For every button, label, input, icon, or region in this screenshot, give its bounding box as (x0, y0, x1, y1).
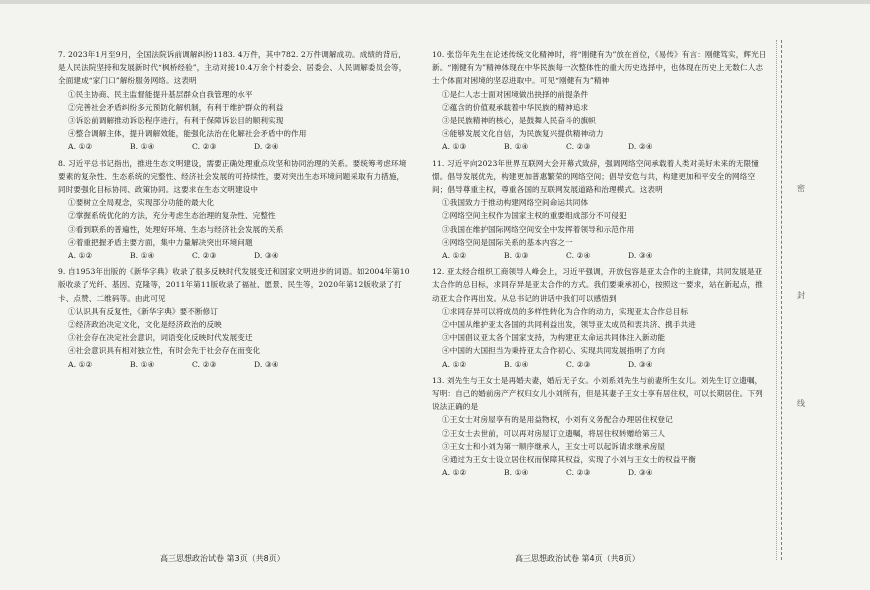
option: ③诉讼前调解推动诉讼程序进行，有利于保障诉讼目的顺利实现 (68, 116, 284, 126)
choice-c: C. ②③ (192, 359, 217, 369)
choice-a: A. ①② (442, 359, 467, 369)
choice-b: B. ①③ (504, 251, 529, 261)
option: ①是仁人志士面对困境做出抉择的前提条件 (442, 89, 589, 99)
choice-b: B. ①④ (130, 359, 155, 369)
binding-label-feng: 封 (797, 291, 805, 300)
question-stem: 10. 张岱年先生在论述传统文化精神时，将“刚健有为”放在首位，《易传》有言：刚健笃实，辉光日新。“刚健有为”精神体现在中华民族每一次整体性的重大历史选择中，也体现在历史上无数仁人志士个体面对困境的坚忍进取中。可见“刚健有为”精神 (432, 50, 767, 86)
option: ④网络空间是国际关系的基本内容之一 (442, 237, 573, 247)
choice-d: D. ③④ (628, 251, 653, 261)
choice-c: C. ②③ (192, 251, 217, 261)
option: ②蕴含的价值观承载着中华民族的精神追求 (442, 102, 589, 112)
top-edge (0, 0, 870, 4)
choice-c: C. ②④ (566, 251, 591, 261)
question-stem: 7. 2023年1月至9月，全国法院诉前调解纠纷1183. 4万件，其中782. 2万件调解成功。成绩的背后，是人民法院坚持和发展新时代“枫桥经验”，主动对接10.4万余个村委会、居委会、人民调解委员会等，全面建成“家门口”解纷服务网络。这表明 (58, 50, 407, 86)
option: ④着重把握矛盾主要方面，集中力量解决突出环境问题 (68, 237, 253, 247)
option: ②完善社会矛盾纠纷多元预防化解机制，有利于维护群众的利益 (68, 102, 284, 112)
choice-a: A. ①② (68, 251, 93, 261)
choice-a: A. ①③ (442, 142, 467, 152)
option: ④中国的大国担当为秉持亚太合作初心、实现共同发展指明了方向 (442, 346, 666, 356)
question-stem: 11. 习近平向2023年世界互联网大会开幕式致辞，强调网络空间承载着人类对美好未来的无限憧憬。倡导发展优先，构建更加普惠繁荣的网络空间；倡导安危与共，构建更加和平安全的网络空间；倡导尊重主权，尊重各国的互联网发展道路和治理模式。这表明 (432, 158, 759, 195)
option: ④能够发展文化自信，为民族复兴提供精神动力 (442, 129, 604, 139)
question-stem: 8. 习近平总书记指出，推进生态文明建设，需要正确处理重点攻坚和协同治理的关系。要统筹考虑环境要素的复杂性、生态系统的完整性、经济社会发展的可持续性，要对突出生态环境问题采取有力措施，同时要强化目标协同、政策协同。这要求在生态文明建设中 (58, 158, 407, 195)
option: ③王女士和小刘为第一顺序继承人，王女士可以起诉请求继承房屋 (442, 441, 666, 451)
option: ③是民族精神的核心，是鼓舞人民奋斗的旗帜 (442, 116, 596, 126)
choice-d: D. ②④ (628, 142, 653, 152)
option: ①王女士对房屋享有的是用益物权，小刘有义务配合办理居住权登记 (442, 415, 673, 425)
choice-b: B. ①④ (504, 468, 529, 478)
choice-a: A. ①② (68, 142, 93, 152)
choice-b: B. ①④ (130, 251, 155, 261)
binding-label-xian: 线 (797, 399, 805, 408)
choice-d: D. ③④ (628, 468, 653, 478)
option: ①我国致力于推动构建网络空间命运共同体 (442, 198, 589, 208)
option: ②王女士去世前，可以再对房屋订立遗嘱，将居住权转赠给第三人 (442, 428, 666, 438)
question-stem: 9. 自1953年出版的《新华字典》收录了很多反映时代发展变迁和国家文明进步的词语。如2004年第10版收录了光纤、基因、克隆等，2011年第11版收录了福祉、愿景、民生等，2020年第12版收录了打卡、点赞、二维码等。由此可见 (58, 267, 410, 303)
binding-label-mi: 密 (797, 184, 805, 193)
answer-choices (58, 140, 410, 153)
choice-a: A. ①② (68, 359, 93, 369)
choice-c: C. ②③ (566, 359, 591, 369)
option: ③看到联系的普遍性，处理好环境、生态与经济社会发展的关系 (68, 224, 284, 234)
page-footer-4: 高三思想政治试卷 第4页（共8页） (515, 554, 640, 563)
option: ④社会意识具有相对独立性，有时会先于社会存在而变化 (68, 346, 261, 356)
option: ②中国从维护亚太各国的共同利益出发，领导亚太成员和衷共济、携手共进 (442, 320, 696, 330)
choice-c: C. ②③ (566, 142, 591, 152)
page-4-column (432, 48, 770, 483)
page-3-column (58, 48, 410, 374)
answer-choices (58, 358, 410, 371)
choice-c: C. ②③ (192, 142, 217, 152)
question-10 (432, 48, 770, 154)
option: ③我国在维护国际网络空间安全中发挥着领导和示范作用 (442, 224, 635, 234)
binding-guide (776, 40, 778, 560)
answer-choices (432, 249, 770, 262)
question-13 (432, 374, 770, 480)
binding-line (781, 40, 783, 560)
choice-d: D. ③④ (254, 359, 279, 369)
option: ②掌握系统优化的方法，充分考虑生态治理的复杂性、完整性 (68, 211, 276, 221)
page-footer-3: 高三思想政治试卷 第3页（共8页） (160, 554, 285, 563)
question-stem: 12. 亚太经合组织工商领导人峰会上，习近平强调，开放包容是亚太合作的主旋律，共同发展是亚太合作的总目标，求同存异是亚太合作的方式。我们要秉承初心，按照这一要求，站在新起点，推动亚太合作再出发。从总书记的讲话中我们可以感悟到 (432, 267, 763, 303)
question-7 (58, 48, 410, 154)
choice-a: A. ①② (442, 251, 467, 261)
choice-d: D. ③④ (628, 359, 653, 369)
answer-choices (58, 249, 410, 262)
answer-choices (432, 466, 770, 479)
question-8 (58, 157, 410, 263)
question-stem: 13. 刘先生与王女士是再婚夫妻，婚后无子女。小刘系刘先生与前妻所生女儿。刘先生订立遗嘱，写明：自己的婚前房产产权归女儿小刘所有，但是其妻子王女士享有居住权，可以长期居住。下列说法正确的是 (432, 375, 763, 412)
choice-d: D. ③④ (254, 251, 279, 261)
question-12 (432, 265, 770, 371)
option: ①认识具有反复性，《新华字典》要不断修订 (68, 306, 219, 316)
answer-choices (432, 358, 770, 371)
choice-d: D. ②④ (254, 142, 279, 152)
option: ③中国倡议亚太各个国家支持，为构建亚太命运共同体注入新动能 (442, 333, 666, 343)
choice-b: B. ①④ (504, 142, 529, 152)
question-9 (58, 265, 410, 371)
choice-c: C. ②③ (566, 468, 591, 478)
option: ④通过为王女士设立居住权而保障其权益，实现了小刘与王女士的权益平衡 (442, 455, 696, 465)
option: ①要树立全局观念，实现部分功能的最大化 (68, 198, 215, 208)
question-11 (432, 157, 770, 263)
option: ③社会存在决定社会意识，词语变化反映时代发展变迁 (68, 333, 253, 343)
answer-choices (432, 140, 770, 153)
option: ②网络空间主权作为国家主权的重要组成部分不可侵犯 (442, 211, 627, 221)
choice-b: B. ①④ (504, 359, 529, 369)
option: ②经济政治决定文化，文化是经济政治的反映 (68, 320, 222, 330)
choice-a: A. ①② (442, 468, 467, 478)
option: ①民主协商、民主监督能提升基层群众自我管理的水平 (68, 89, 253, 99)
option: ①求同存异可以将成员的多样性转化为合作的动力，实现亚太合作总目标 (442, 306, 689, 316)
option: ④整合调解主体，提升调解效能，能强化法治在化解社会矛盾中的作用 (68, 129, 307, 139)
choice-b: B. ①④ (130, 142, 155, 152)
